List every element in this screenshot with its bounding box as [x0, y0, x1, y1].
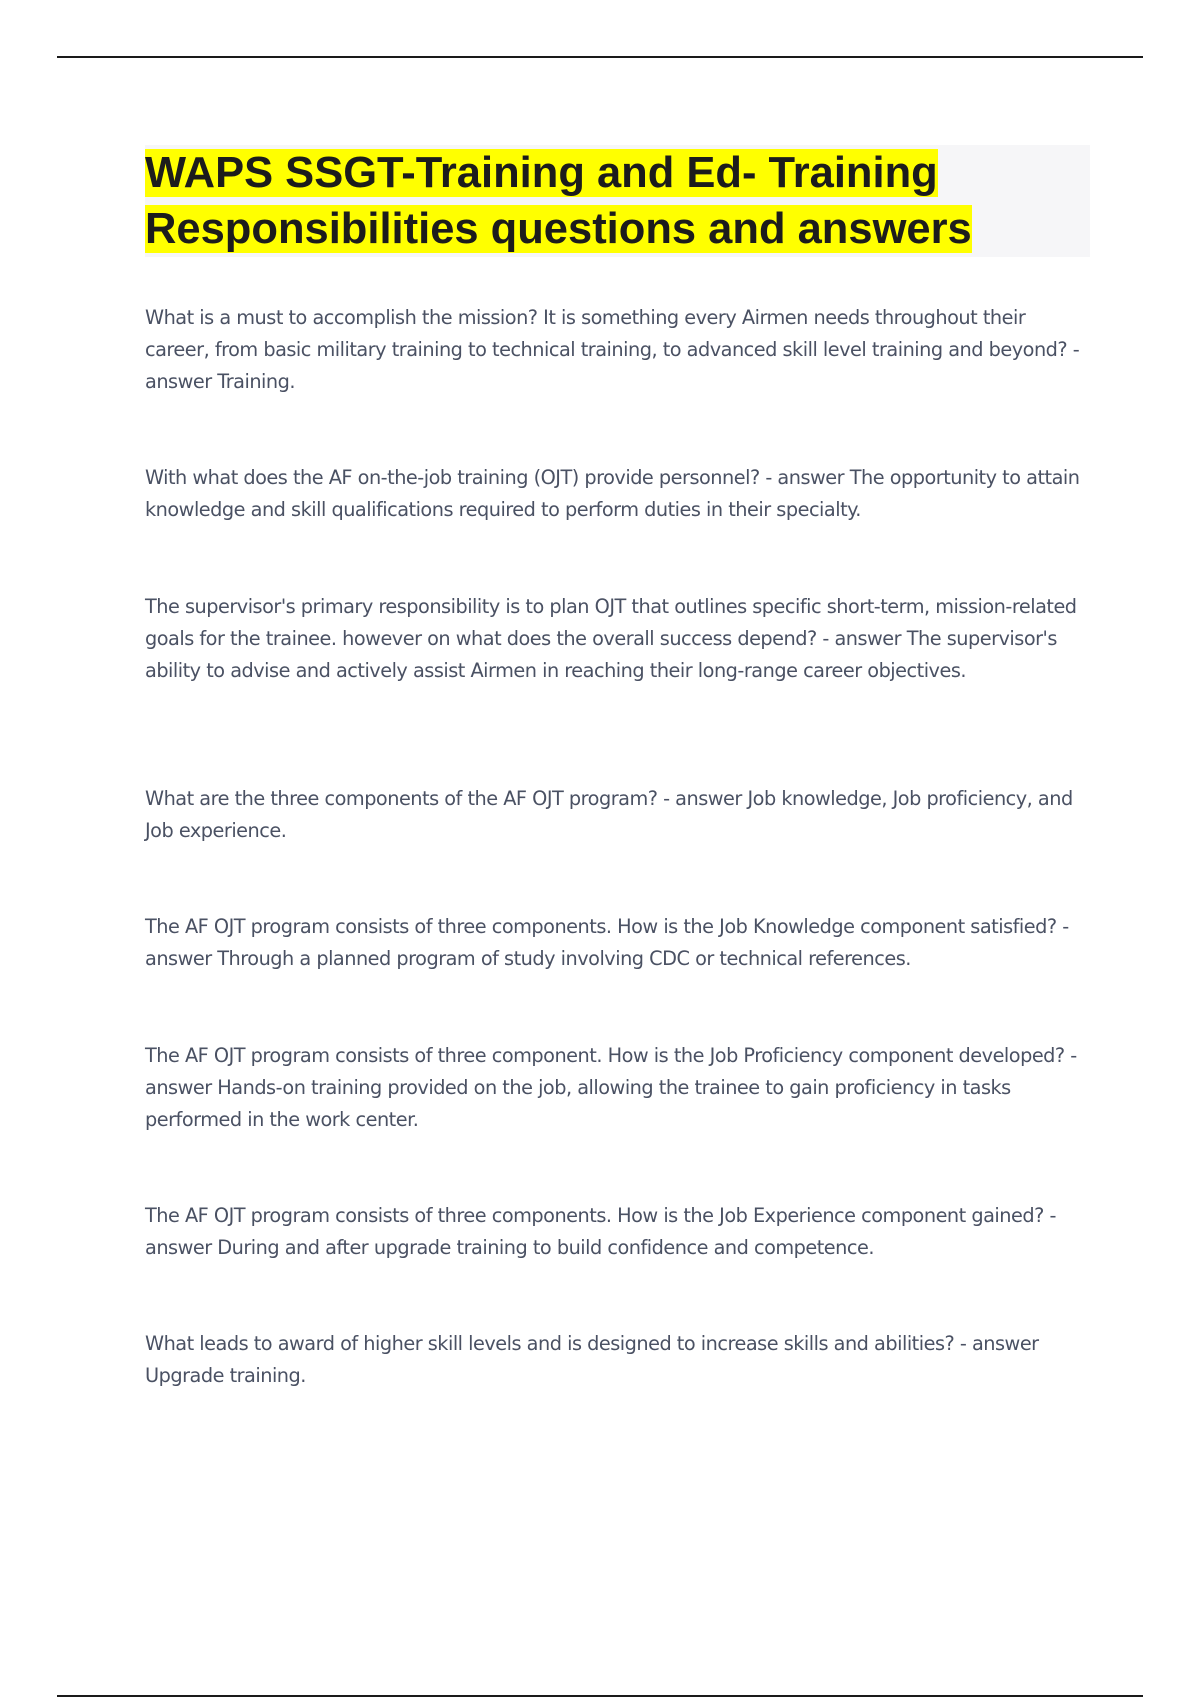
qa-item-6	[145, 1040, 1095, 1136]
answer-separator: - answer	[145, 338, 1080, 393]
answer-text: Hands-on training provided on the job, allowing the trainee to gain proficiency in tasks performed in the work center.	[145, 1076, 1011, 1131]
qa-item-3	[145, 591, 1095, 687]
qa-item-8	[145, 1328, 1095, 1392]
question-text: The AF OJT program consists of three components. How is the Job Knowledge component satisfied?	[145, 915, 1057, 938]
question-text: The AF OJT program consists of three components. How is the Job Experience component gained?	[145, 1204, 1044, 1227]
answer-separator: - answer	[145, 915, 1069, 970]
top-rule	[57, 56, 1143, 58]
qa-item-4	[145, 783, 1095, 847]
document-title-block	[145, 145, 1090, 257]
question-text: What is a must to accomplish the mission? It is something every Airmen needs throughout their career, from basic military training to technical training, to advanced skill level training and beyond?	[145, 306, 1068, 361]
document-title-text: WAPS SSGT-Training and Ed- Training Responsibilities questions and answers	[145, 149, 972, 253]
question-text: What are the three components of the AF OJT program?	[145, 787, 658, 810]
answer-text: Training.	[217, 370, 295, 393]
bottom-rule	[57, 1695, 1143, 1697]
question-text: What leads to award of higher skill levels and is designed to increase skills and abilities?	[145, 1332, 955, 1355]
answer-text: Upgrade training.	[145, 1364, 306, 1387]
qa-item-7	[145, 1200, 1095, 1264]
answer-separator: - answer	[657, 787, 748, 810]
answer-separator: - answer	[759, 466, 850, 489]
qa-item-5	[145, 911, 1095, 975]
answer-text: Through a planned program of study involving CDC or technical references.	[217, 947, 911, 970]
question-text: The AF OJT program consists of three component. How is the Job Proficiency component developed?	[145, 1044, 1065, 1067]
answer-text: The supervisor's ability to advise and actively assist Airmen in reaching their long-range career objectives.	[145, 627, 1057, 682]
answer-separator: - answer	[145, 1204, 1056, 1259]
answer-text: The opportunity to attain knowledge and skill qualifications required to perform duties in their specialty.	[145, 466, 1080, 521]
answer-text: During and after upgrade training to build confidence and competence.	[217, 1236, 874, 1259]
qa-item-1	[145, 302, 1095, 398]
question-text: With what does the AF on-the-job training (OJT) provide personnel?	[145, 466, 760, 489]
qa-item-2	[145, 462, 1095, 526]
answer-separator: - answer	[954, 1332, 1039, 1355]
answer-text: Job knowledge, Job proficiency, and Job experience.	[145, 787, 1073, 842]
question-text: The supervisor's primary responsibility is to plan OJT that outlines specific short-term, mission-related goals for the trainee. however on what does the overall success depend?	[145, 595, 1077, 650]
answer-separator: - answer	[816, 627, 907, 650]
document-title	[145, 145, 1090, 257]
answer-separator: - answer	[145, 1044, 1077, 1099]
